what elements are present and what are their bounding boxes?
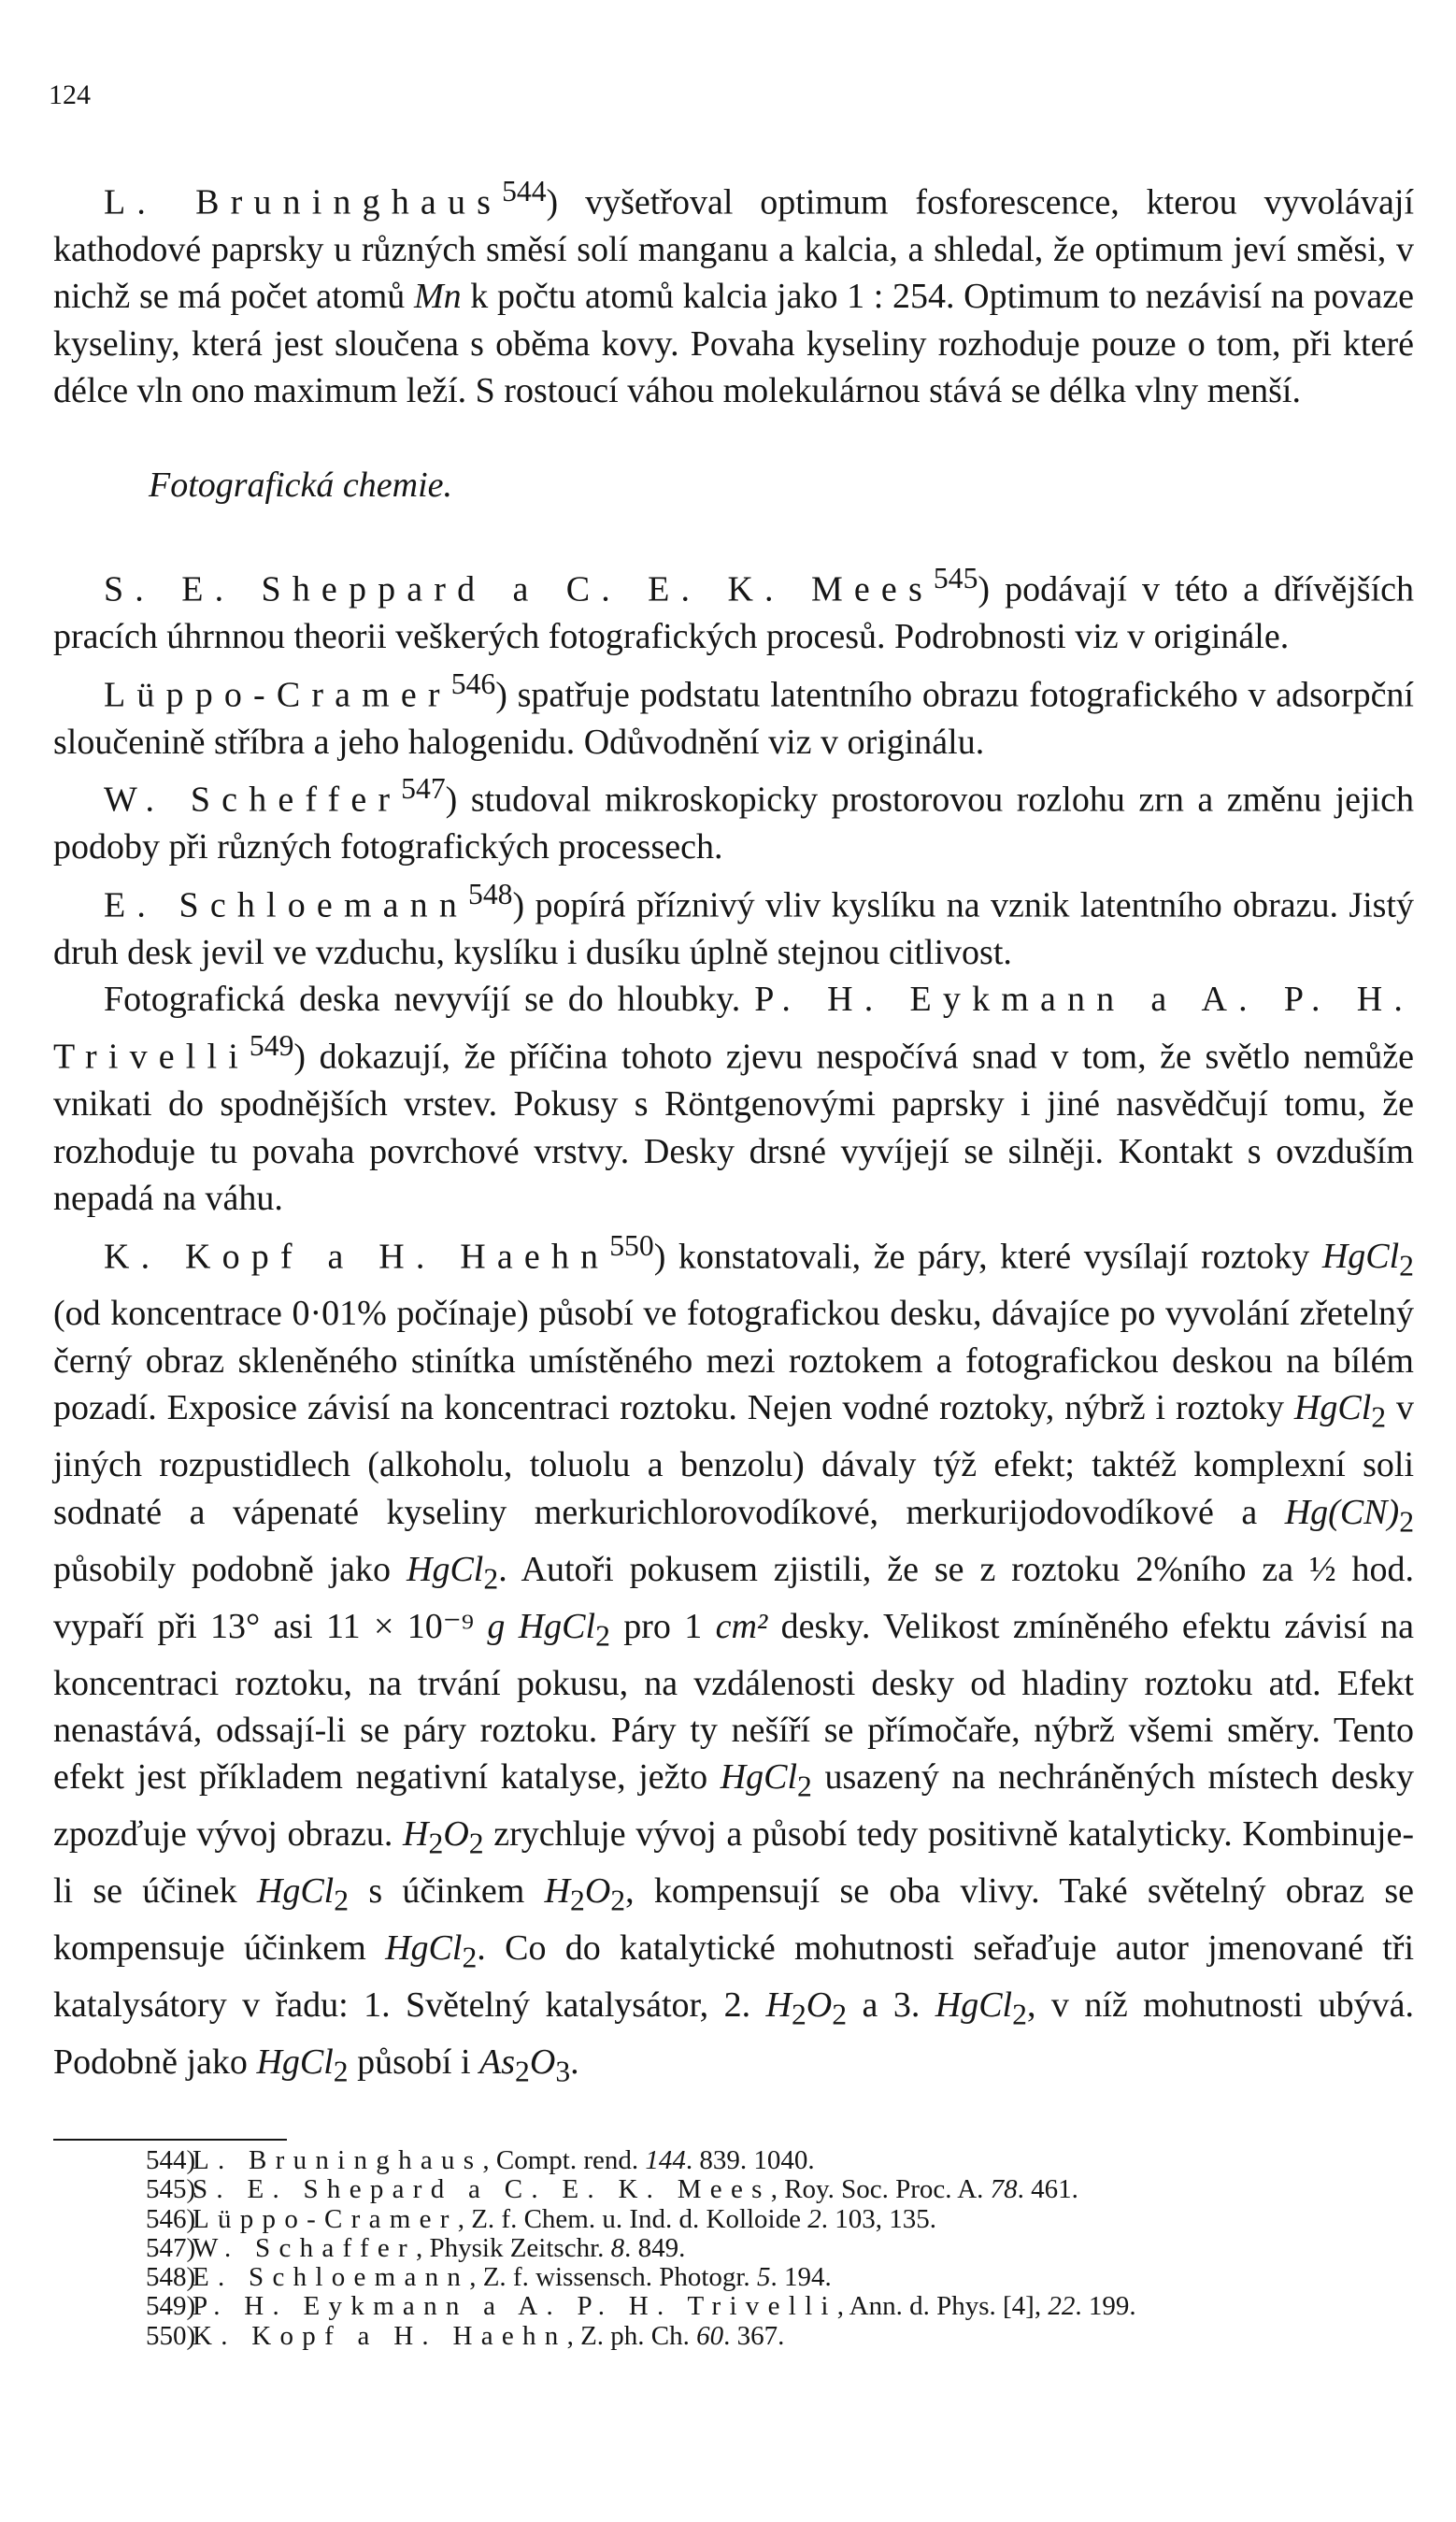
footnote-text: , Z. f. wissensch. Photogr. <box>469 2262 750 2293</box>
paragraph-text: zrychluje vývoj a působí tedy positivně katalyticky. Kombinuje-li se účinek <box>53 1814 1414 1912</box>
footnote-number: 547) <box>146 2232 196 2263</box>
footnote-volume: 8 <box>610 2232 625 2263</box>
formula: HgCl$_2$ <box>518 1606 610 1653</box>
paragraph-text: ) spatřuje podstatu latentního obrazu fotografického v adsorpční sloučenině stříbra a jeho halogenidu. Odůvodnění viz v originálu. <box>53 675 1414 762</box>
footnote-pages: . 461. <box>1017 2174 1078 2205</box>
formula: HgCl$_2$ <box>720 1757 812 1803</box>
unit: g <box>487 1606 506 1646</box>
paragraph-text: . Co do katalytické mohutnosti seřaďuje autor jmenované tři katalysátory v řadu: 1. Světelný katalysátor, 2. <box>53 1928 1415 2026</box>
formula: HgCl$_2$ <box>935 1985 1027 2031</box>
reference-marker: 544 <box>502 175 547 208</box>
author-name: P. H. Eykmann a A. P. H. Trivelli <box>53 979 1415 1078</box>
footnote-volume: 2 <box>807 2203 821 2234</box>
footnote <box>146 2146 1361 2175</box>
footnote-text: , Compt. rend. <box>482 2145 639 2175</box>
footnote-pages: . 199. <box>1075 2291 1136 2322</box>
paragraph-text: působí i <box>357 2042 471 2083</box>
paragraph-text: pro 1 <box>623 1606 703 1646</box>
formula: Mn <box>413 277 462 317</box>
paragraph-text: , kompensují se oba vlivy. Také světelný obraz se kompensuje účinkem <box>53 1871 1415 1969</box>
paragraph-text: ) studoval mikroskopicky prostorovou rozlohu zrn a změnu jejich podoby při různých fotografických processech. <box>53 780 1414 867</box>
formula: $H_2O_2$ <box>403 1814 484 1860</box>
paragraph-text: k počtu atomů kalcia jako 1 : 254. Optimum to nezávisí na povaze kyseliny, která jest sloučena s oběma kovy. Povaha kyseliny rozhoduje pouze o tom, při které délce vln ono maximum leží. S rostoucí váhou molekulárnou stává se délka vlny menší. <box>53 277 1415 411</box>
paragraph-bruninghaus <box>53 168 1414 415</box>
paragraph-text: . Autoři pokusem zjistili, že se z roztoku 2%ního za ½ hod. vypaří při 13° asi 11 × 10⁻⁹ <box>53 1549 1415 1646</box>
footnote <box>146 2234 1361 2263</box>
section-heading: Fotografická chemie. <box>149 465 453 505</box>
formula: HgCl$_2$ <box>256 1871 350 1917</box>
footnote <box>146 2205 1361 2234</box>
footnote-pages: . 367. <box>723 2320 785 2351</box>
paragraph-scheffer <box>53 766 1414 870</box>
paragraph-text: . <box>570 2042 579 2083</box>
footnote <box>146 2175 1361 2204</box>
paragraph-lead: Fotografická deska nevyvíjí se do hloubky. <box>104 979 741 1019</box>
paragraph-text: desky. Velikost zmíněného efektu závisí na koncentraci roztoku, na trvání pokusu, na vzdálenosti desky od hladiny roztoku atd. Efekt nenastává, odssají-li se páry roztoku. Páry ty nešíří se přímočaře, nýbrž všemi směry. Tento efekt jest příkladem negativní katalyse, ježto <box>53 1606 1415 1798</box>
author-name: S. E. Sheppard a C. E. K. Mees <box>104 569 934 609</box>
footnote-text: , Ann. d. Phys. [4], <box>836 2291 1042 2322</box>
footnote-author: L. Bruninghaus <box>193 2145 483 2175</box>
footnote-divider <box>53 2139 287 2141</box>
paragraph-text: v jiných rozpustidlech (alkoholu, toluolu a benzolu) dávaly týž efekt; taktéž komplexní soli sodnaté a vápenaté kyseliny merkurichlorovodíkové, merkurijodovodíkové a <box>53 1388 1414 1532</box>
paragraph-schloemann <box>53 871 1414 976</box>
footnote-number: 545) <box>146 2174 196 2205</box>
formula: $H_2O_2$ <box>544 1871 626 1917</box>
author-name: Lüppo-Cramer <box>104 675 451 715</box>
paragraph-text: a 3. <box>862 1985 921 2026</box>
paragraph-text: s účinkem <box>368 1871 525 1912</box>
main-text <box>53 168 1414 2096</box>
paragraph-text: , v níž mohutnosti ubývá. Podobně jako <box>53 1985 1415 2083</box>
paragraph-luppo-cramer <box>53 661 1414 766</box>
paragraph-text: ) konstatovali, že páry, které vysílají roztoky <box>653 1237 1310 1277</box>
footnote-author: K. Kopf a H. Haehn <box>193 2320 567 2351</box>
footnote-number: 544) <box>146 2145 196 2175</box>
formula: HgCl$_2$ <box>256 2042 349 2088</box>
formula: $As_2O_3$ <box>479 2042 571 2088</box>
reference-marker: 550 <box>609 1228 654 1262</box>
formula: $Hg(CN)_2$ <box>1284 1492 1415 1539</box>
footnote-text: , Physik Zeitschr. <box>415 2232 605 2263</box>
paragraph-eykmann-trivelli <box>53 976 1414 1223</box>
paragraph-text: ) podávají v této a dřívějších pracích úhrnnou theorii veškerých fotografických procesů. Podrobnosti viz v originále. <box>53 569 1414 657</box>
footnote-number: 546) <box>146 2203 196 2234</box>
paragraph-kopf-haehn <box>53 1223 1414 2097</box>
footnote-pages: . 194. <box>770 2262 832 2293</box>
author-name: L. Bruninghaus <box>104 182 503 222</box>
footnote <box>146 2263 1361 2292</box>
reference-marker: 546 <box>450 666 496 700</box>
reference-marker: 545 <box>933 562 978 595</box>
author-name: W. Scheffer <box>104 780 402 820</box>
footnote-number: 549) <box>146 2291 196 2322</box>
footnote-volume: 144 <box>645 2145 686 2175</box>
paragraph-text: působily podobně jako <box>53 1549 392 1589</box>
footnote-author: Lüppo-Cramer <box>193 2203 458 2234</box>
footnotes <box>146 2146 1361 2351</box>
footnote-text: , Z. ph. Ch. <box>566 2320 690 2351</box>
footnote-volume: 22 <box>1048 2291 1076 2322</box>
unit: cm² <box>715 1606 768 1646</box>
formula: $H_2O_2$ <box>765 1985 848 2031</box>
footnote-author: P. H. Eykmann a A. P. H. Trivelli <box>193 2291 837 2322</box>
footnote-volume: 60 <box>696 2320 724 2351</box>
paragraph-text: ) popírá příznivý vliv kyslíku na vznik latentního obrazu. Jistý druh desk jevil ve vzduchu, kyslíku i dusíku úplně stejnou citlivost. <box>53 885 1415 972</box>
reference-marker: 547 <box>401 772 446 806</box>
page-number: 124 <box>49 79 91 110</box>
footnote-author: S. E. Shepard a C. E. K. Mees <box>193 2174 771 2205</box>
footnote-volume: 78 <box>990 2174 1018 2205</box>
footnote-text: , Roy. Soc. Proc. A. <box>770 2174 984 2205</box>
paragraph-sheppard-mees <box>53 555 1414 660</box>
reference-marker: 549 <box>249 1029 294 1063</box>
footnote-pages: . 103, 135. <box>821 2203 936 2234</box>
footnote <box>146 2322 1361 2351</box>
author-name: E. Schloemann <box>104 885 469 925</box>
footnote-number: 550) <box>146 2320 196 2351</box>
footnote-number: 548) <box>146 2262 196 2293</box>
footnote-volume: 5 <box>756 2262 771 2293</box>
footnote <box>146 2292 1361 2321</box>
formula: HgCl$_2$ <box>407 1549 499 1596</box>
author-name: K. Kopf a H. Haehn <box>104 1237 610 1277</box>
paragraph-text: ) dokazují, že příčina tohoto zjevu nespočívá snad v tom, že světlo nemůže vnikati do spodnějších vrstev. Pokusy s Röntgenovými paprsky i jiné nasvědčují tomu, že rozhoduje tu povaha povrchové vrstvy. Desky drsné vyvíjejí se silněji. Kontakt s ovzduším nepadá na váhu. <box>53 1038 1414 1219</box>
footnote-pages: . 849. <box>624 2232 686 2263</box>
formula: HgCl$_2$ <box>385 1928 478 1974</box>
paragraph-text: ) vyšetřoval optimum fosforescence, kterou vyvolávají kathodové paprsky u různých směsí solí manganu a kalcia, a shledal, že optimum jeví směsi, v nichž se má počet atomů <box>53 182 1415 317</box>
formula: HgCl$_2$ <box>1293 1388 1387 1434</box>
reference-marker: 548 <box>468 877 513 910</box>
footnote-text: , Z. f. Chem. u. Ind. d. Kolloide <box>457 2203 801 2234</box>
paragraph-text: (od koncentrace 0·01% počínaje) působí ve fotografickou desku, dávajíce po vyvolání zřetelný černý obraz skleněného stinítka umístěného mezi roztokem a fotografickou deskou na bílém pozadí. Exposice závisí na koncentraci roztoku. Nejen vodné roztoky, nýbrž i roztoky <box>53 1294 1414 1428</box>
formula: HgCl$_2$ <box>1321 1237 1414 1282</box>
footnote-author: W. Schaffer <box>193 2232 416 2263</box>
paragraph-text: usazený na nechráněných místech desky zpozďuje vývoj obrazu. <box>53 1757 1415 1855</box>
footnote-pages: . 839. 1040. <box>685 2145 815 2175</box>
footnote-author: E. Schloemann <box>193 2262 470 2293</box>
